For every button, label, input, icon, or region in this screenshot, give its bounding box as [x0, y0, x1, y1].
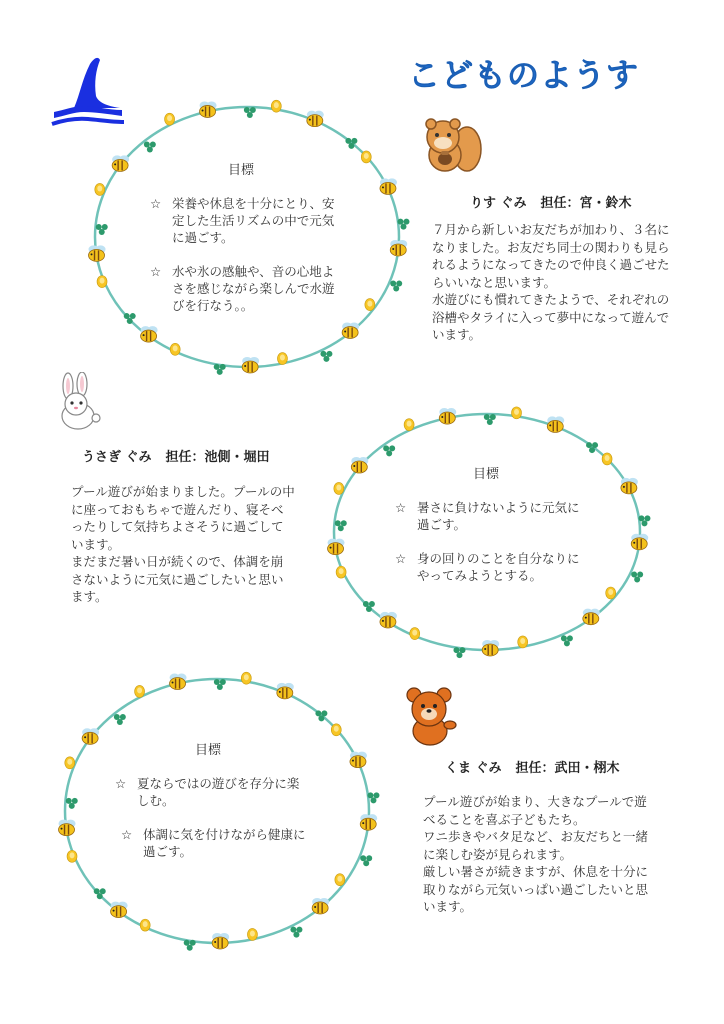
bee-icon	[360, 814, 377, 830]
goal-box-risu	[150, 162, 345, 331]
flower-icon	[606, 587, 616, 599]
flower-icon	[277, 353, 287, 365]
goal-text: 体調に気を付けながら健康に過ごす。	[143, 827, 306, 859]
goal-item	[150, 263, 345, 314]
flower-icon	[95, 183, 105, 195]
bee-icon	[390, 240, 407, 256]
star-icon: ☆	[395, 500, 407, 515]
flower-icon	[404, 419, 414, 431]
page-title: こどものようす	[408, 56, 640, 94]
teacher-name: 担任：宮・鈴木	[540, 196, 632, 211]
clover-icon	[484, 414, 496, 425]
clover-icon	[335, 520, 347, 531]
goal-text: 暑さに負けないように元気に過ごす。	[417, 500, 580, 532]
flower-icon	[170, 343, 180, 355]
description-paragraph: ワニ歩きやバタ足など、お友だちと一緒に楽しむ姿が見られます。	[423, 829, 649, 862]
flower-icon	[336, 566, 346, 578]
clover-icon	[631, 572, 643, 583]
clover-icon	[360, 855, 372, 866]
star-icon: ☆	[150, 196, 162, 211]
clover-icon	[561, 635, 573, 646]
bee-icon	[350, 752, 367, 768]
flower-icon	[241, 672, 251, 684]
goal-heading: 目標	[195, 743, 222, 758]
clover-icon	[586, 442, 598, 453]
bee-icon	[583, 609, 600, 625]
description-paragraph: まだまだ暑い日が続くので、体調を崩さないように元気に過ごしたいと思います。	[71, 554, 284, 604]
bee-icon	[439, 408, 456, 424]
flower-icon	[67, 850, 77, 862]
star-icon: ☆	[115, 776, 127, 791]
goal-text: 栄養や休息を十分にとり、安定した生活リズムの中で元気に過ごす。	[172, 196, 335, 245]
bee-icon	[547, 416, 564, 432]
clover-icon	[390, 281, 402, 292]
rabbit-icon	[52, 372, 104, 432]
clover-icon	[144, 142, 156, 153]
goal-item	[121, 826, 307, 860]
clover-icon	[114, 714, 126, 725]
goal-text: 水や氷の感触や、音の心地よさを感じながら楽しんで水遊びを行なう。。	[172, 264, 335, 313]
flower-icon	[335, 874, 345, 886]
flower-icon	[518, 636, 528, 648]
bee-icon	[277, 683, 294, 699]
goal-box-usagi	[395, 466, 585, 601]
bee-icon	[59, 820, 76, 836]
bee-icon	[307, 111, 324, 127]
bee-icon	[212, 933, 229, 949]
bee-icon	[312, 898, 329, 914]
clover-icon	[290, 927, 302, 938]
bee-icon	[200, 101, 217, 117]
flower-icon	[602, 453, 612, 465]
goal-item	[395, 550, 585, 584]
goal-item	[395, 499, 585, 533]
flower-icon	[365, 299, 375, 311]
bee-icon	[482, 640, 499, 656]
goal-heading: 目標	[473, 467, 500, 482]
flower-icon	[334, 482, 344, 494]
bee-icon	[82, 728, 99, 744]
teacher-name: 担任：武田・栩木	[515, 761, 620, 776]
description-paragraph: ７月から新しいお友だちが加わり、３名になりました。お友だち同士の関わりも見られるようになってきたので仲良く過ごせたらいいなと思います。	[432, 222, 670, 290]
flower-icon	[331, 724, 341, 736]
bee-icon	[351, 457, 368, 473]
description-paragraph: プール遊びが始まりました。プールの中に座っておもちゃで遊んだり、寝そべったりして気持ちよさそうに過ごしています。	[71, 484, 295, 552]
flower-icon	[165, 113, 175, 125]
clover-icon	[244, 107, 256, 118]
description-paragraph: 厳しい暑さが続きますが、休息を十分に取りながら元気いっぱい過ごしたいと思います。	[423, 864, 649, 914]
class-heading-kuma	[445, 757, 620, 776]
star-icon: ☆	[121, 827, 133, 842]
goal-item	[150, 195, 345, 246]
description-paragraph: 水遊びにも慣れてきたようで、それぞれの浴槽やタライに入って夢中になって遊んでいます。	[432, 292, 670, 342]
bee-icon	[621, 478, 638, 494]
star-icon: ☆	[150, 264, 162, 279]
class-description-usagi	[71, 483, 295, 606]
flower-icon	[247, 928, 257, 940]
goal-heading: 目標	[228, 163, 255, 178]
star-icon: ☆	[395, 551, 407, 566]
class-heading-risu	[470, 192, 632, 211]
clover-icon	[320, 351, 332, 362]
flower-icon	[361, 151, 371, 163]
flower-icon	[65, 757, 75, 769]
goal-text: 身の回りのことを自分なりにやってみようとする。	[417, 551, 580, 583]
goal-item	[115, 775, 307, 809]
bee-icon	[380, 178, 397, 194]
bear-icon	[402, 685, 458, 747]
squirrel-icon	[415, 115, 483, 177]
bee-icon	[111, 902, 128, 918]
flower-icon	[512, 407, 522, 419]
bee-icon	[242, 357, 259, 373]
bee-icon	[380, 612, 397, 628]
bee-icon	[170, 674, 187, 690]
class-heading-usagi	[82, 446, 270, 465]
flower-icon	[271, 100, 281, 112]
clover-icon	[66, 798, 78, 809]
class-description-risu	[432, 221, 680, 344]
class-description-kuma	[423, 793, 659, 916]
flower-icon	[97, 276, 107, 288]
description-paragraph: プール遊びが始まり、大きなプールで遊べることを喜ぶ子どもたち。	[423, 794, 647, 827]
class-name: くま ぐみ	[445, 761, 502, 776]
goal-text: 夏ならではの遊びを存分に楽しむ。	[137, 776, 300, 808]
clover-icon	[214, 679, 226, 690]
flower-icon	[135, 685, 145, 697]
goal-box-kuma	[115, 742, 307, 877]
bee-icon	[112, 155, 129, 171]
clover-icon	[96, 224, 108, 235]
flower-icon	[410, 628, 420, 640]
teacher-name: 担任：池側・堀田	[165, 450, 270, 465]
class-name: りす ぐみ	[470, 196, 527, 211]
clover-icon	[383, 445, 395, 456]
bee-icon	[631, 534, 648, 550]
flower-icon	[140, 919, 150, 931]
bee-icon	[89, 245, 106, 261]
class-name: うさぎ ぐみ	[82, 450, 152, 465]
bee-icon	[328, 539, 345, 555]
